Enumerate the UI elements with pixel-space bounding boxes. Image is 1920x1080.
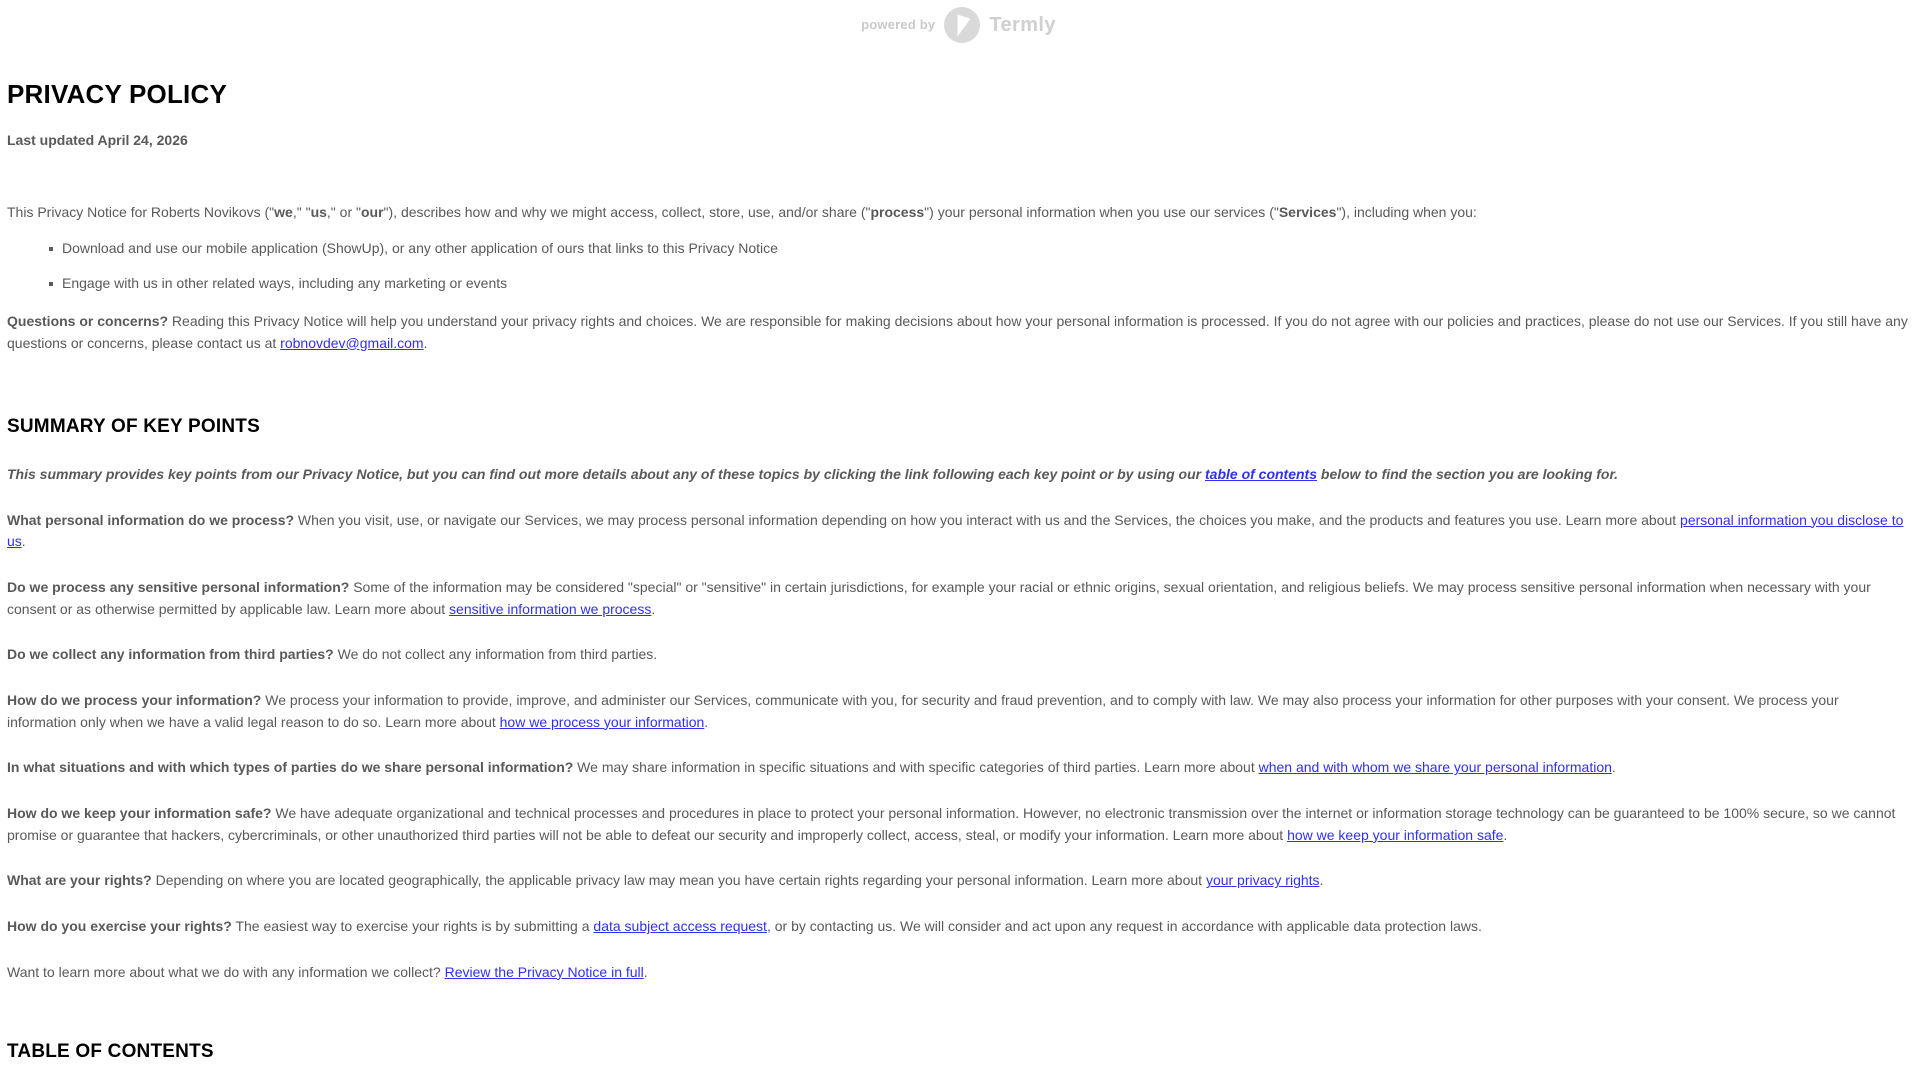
intro-bold-our: our (360, 203, 384, 220)
privacy-rights-link[interactable]: your privacy rights (1205, 872, 1320, 889)
summary-item-text: The easiest way to exercise your rights is by submitting a (231, 918, 594, 935)
summary-item-your-rights (7, 870, 1910, 892)
intro-text: ," " (292, 203, 311, 220)
review-text-after: . (643, 963, 648, 980)
summary-item-text-after: . (1611, 759, 1616, 776)
dsar-link[interactable]: data subject access request (593, 918, 767, 935)
summary-item-text-after: . (1319, 872, 1324, 889)
summary-intro-paragraph (7, 464, 1910, 486)
summary-item-text: We do not collect any information from third parties. (333, 646, 658, 663)
table-of-contents-link[interactable]: table of contents (1205, 465, 1318, 482)
summary-item-text: When you visit, use, or navigate our Services, we may process personal information depending on how you interact with us and the Services, the choices you make, and the products and features you use. Learn more about (294, 511, 1681, 528)
intro-bold-services: Services (1278, 203, 1337, 220)
summary-item-text-after: . (21, 533, 26, 550)
review-full-notice-link[interactable]: Review the Privacy Notice in full (444, 963, 644, 980)
list-item (62, 273, 1910, 295)
summary-item-text: Depending on where you are located geographically, the applicable privacy law may mean you have certain rights regarding your personal information. Learn more about (151, 872, 1206, 889)
questions-text-after: . (423, 334, 428, 351)
summary-item-question: In what situations and with which types of parties do we share personal information? (7, 759, 574, 776)
summary-item-sharing (7, 757, 1910, 779)
summary-item-text: Some of the information may be considered "special" or "sensitive" in certain jurisdictions, for example your racial or ethnic origins, sexual orientation, and religious beliefs. We may process sensitive personal information when necessary with your consent or as otherwise permitted by applicable law. Learn more about (7, 578, 1871, 617)
summary-item-how-we-process (7, 690, 1910, 733)
summary-heading: SUMMARY OF KEY POINTS (7, 416, 260, 438)
summary-item-exercise-rights (7, 916, 1910, 938)
summary-item-info-safe (7, 803, 1910, 846)
intro-bold-process: process (870, 203, 925, 220)
intro-bold-us: us (310, 203, 327, 220)
page-title: PRIVACY POLICY (7, 79, 227, 109)
summary-item-question: How do you exercise your rights? (7, 918, 232, 935)
termly-brand-label: Termly (989, 13, 1056, 36)
intro-text: "), including when you: (1336, 203, 1477, 220)
personal-info-disclosed-link[interactable]: personal information you disclose to us (7, 511, 1904, 550)
summary-item-text: We may share information in specific situations and with specific categories of third parties. Learn more about (573, 759, 1259, 776)
intro-bold-we: we (274, 203, 293, 220)
summary-item-question: Do we collect any information from third parties? (7, 646, 334, 663)
list-item (62, 238, 1910, 260)
summary-item-text: We have adequate organizational and technical processes and procedures in place to protect your personal information. However, no electronic transmission over the internet or information storage technology can be guaranteed to be 100% secure, so we cannot promise or guarantee that hackers, cybercriminals, or other unauthorized third parties will not be able to defeat our security and improperly collect, access, steal, or modify your information. Learn more about (7, 805, 1896, 843)
summary-item-third-parties (7, 644, 1910, 666)
powered-by-label: powered by (861, 16, 936, 32)
email-link[interactable]: robnovdev@gmail.com (280, 334, 424, 351)
intro-text: ") your personal information when you use our services (" (924, 203, 1279, 220)
termly-logo-icon (944, 7, 980, 43)
intro-text: "), describes how and why we might access, collect, store, use, and/or share (" (383, 203, 871, 220)
summary-item-text-after: , or by contacting us. We will consider and act upon any request in accordance with applicable data protection laws. (766, 918, 1482, 935)
questions-paragraph (7, 311, 1910, 354)
powered-by-header (7, 6, 1910, 44)
table-of-contents-heading: TABLE OF CONTENTS (7, 1041, 214, 1063)
summary-item-text: We process your information to provide, improve, and administer our Services, communicate with you, for security and fraud prevention, and to comply with law. We may also process your information for other purposes with your consent. We process your information only when we have a valid legal reason to do so. Learn more about (7, 691, 1839, 730)
summary-item-text-after: . (704, 713, 709, 730)
summary-item-question: How do we keep your information safe? (7, 805, 272, 822)
bullet-text: Download and use our mobile application (ShowUp), or any other application of ours that links to this Privacy Notice (62, 239, 778, 256)
usage-bullet-list (7, 238, 1910, 295)
sensitive-info-link[interactable]: sensitive information we process (449, 600, 652, 617)
summary-item-sensitive-info (7, 577, 1910, 620)
keep-info-safe-link[interactable]: how we keep your information safe (1287, 826, 1504, 843)
last-updated-date: Last updated April 24, 2026 (7, 132, 188, 149)
summary-item-question: Do we process any sensitive personal information? (7, 578, 350, 595)
intro-text: ," or " (326, 203, 361, 220)
intro-paragraph (7, 202, 1910, 224)
summary-item-personal-info (7, 510, 1910, 553)
questions-lead: Questions or concerns? (7, 313, 169, 330)
intro-text: This Privacy Notice for Roberts Novikovs (" (7, 203, 275, 220)
summary-item-text-after: . (651, 600, 656, 617)
when-whom-share-link[interactable]: when and with whom we share your personal information (1258, 759, 1612, 776)
summary-item-question: What personal information do we process? (7, 511, 295, 528)
summary-item-question: What are your rights? (7, 872, 152, 889)
review-full-notice-paragraph (7, 962, 1910, 984)
how-we-process-link[interactable]: how we process your information (499, 713, 705, 730)
summary-intro-text: This summary provides key points from our Privacy Notice, but you can find out more details about any of these topics by clicking the link following each key point or by using our (7, 465, 1205, 482)
bullet-text: Engage with us in other related ways, including any marketing or events (62, 275, 508, 292)
questions-text: Reading this Privacy Notice will help you understand your privacy rights and choices. We are responsible for making decisions about how your personal information is processed. If you do not agree with our policies and practices, please do not use our Services. If you still have any questions or concerns, please contact us at (7, 313, 1908, 351)
review-text: Want to learn more about what we do with any information we collect? (7, 963, 445, 980)
summary-item-question: How do we process your information? (7, 691, 262, 708)
summary-intro-text-after: below to find the section you are looking for. (1317, 465, 1619, 482)
summary-item-text-after: . (1503, 826, 1508, 843)
